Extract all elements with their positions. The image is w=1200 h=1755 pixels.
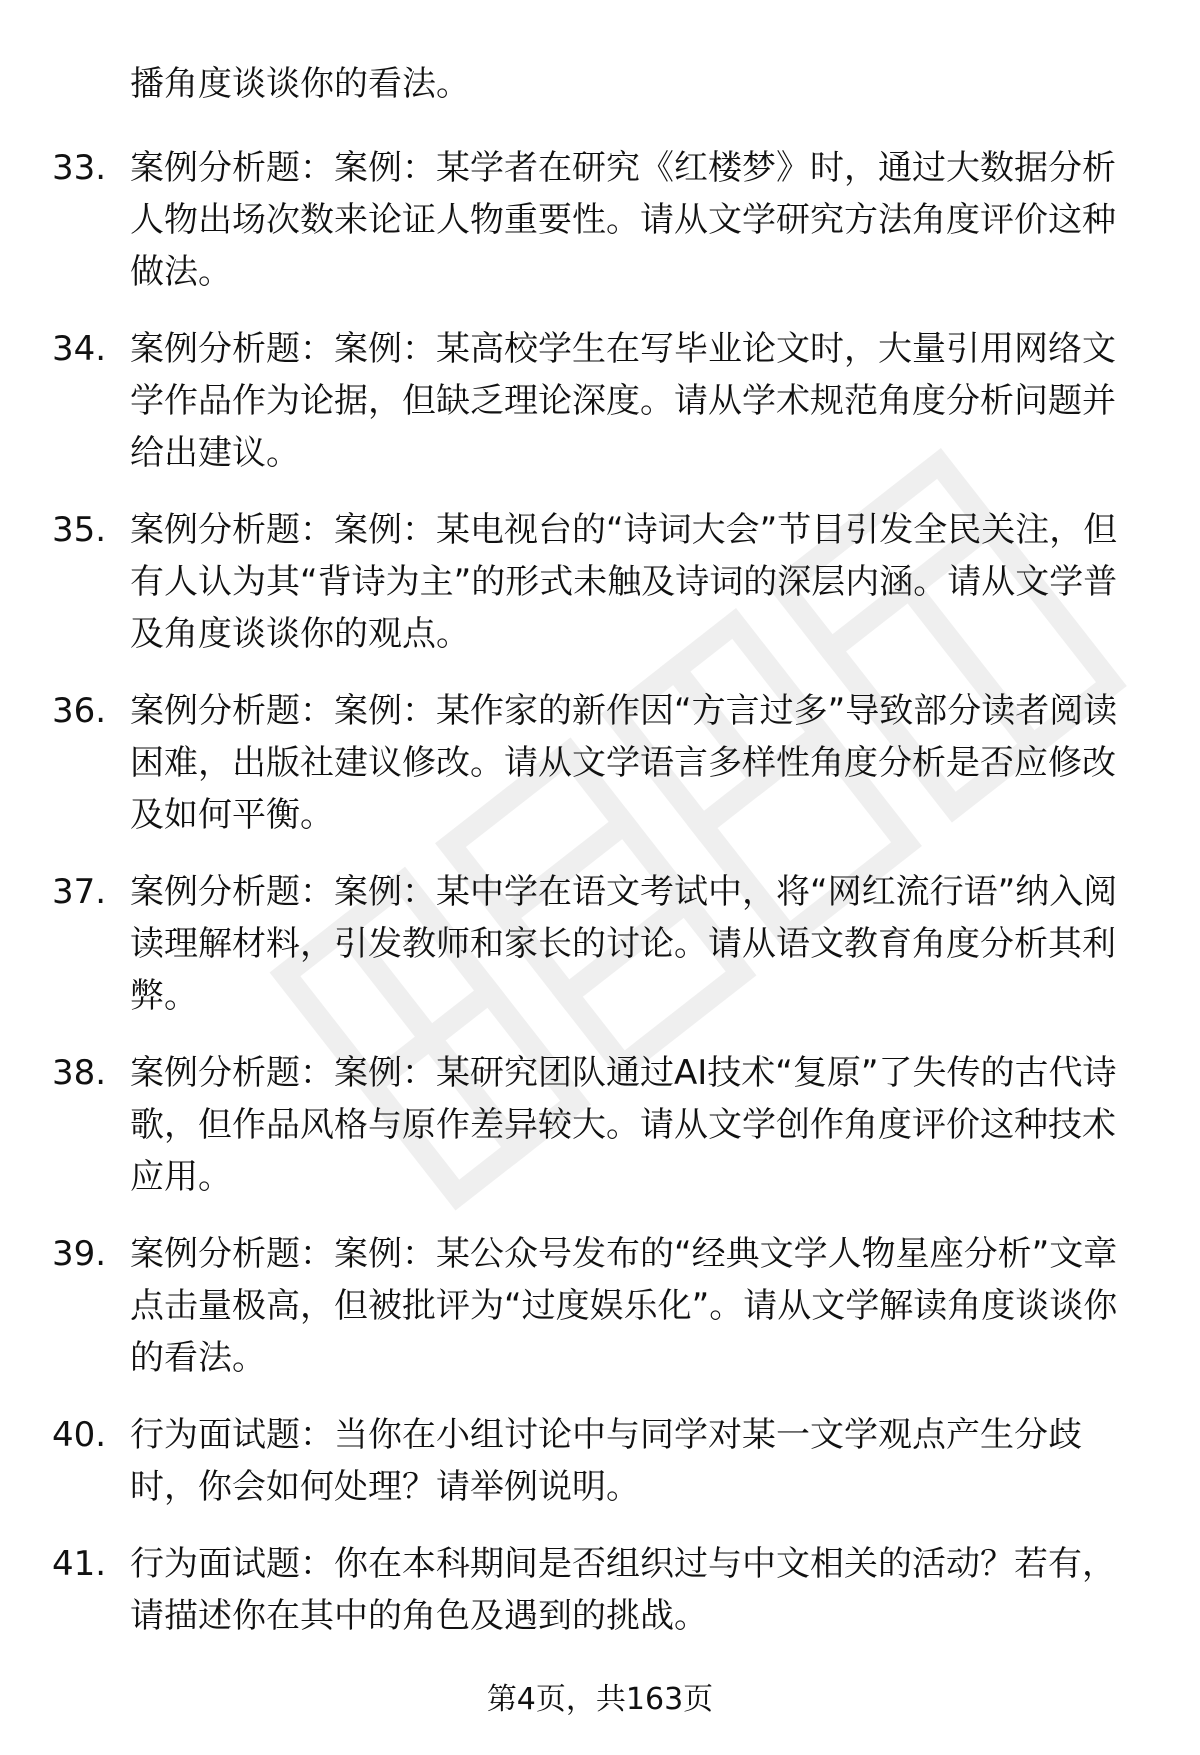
question-item bbox=[0, 1047, 1140, 1203]
question-number: 35. bbox=[52, 510, 107, 550]
question-item bbox=[0, 142, 1140, 298]
question-item bbox=[0, 1409, 1140, 1513]
question-item bbox=[0, 866, 1140, 1022]
question-text: 行为面试题：当你在小组讨论中与同学对某一文学观点产生分歧时，你会如何处理？请举例说明。 bbox=[130, 1415, 1082, 1507]
question-item bbox=[0, 685, 1140, 841]
question-number: 34. bbox=[52, 329, 107, 369]
question-text: 案例分析题：案例：某公众号发布的“经典文学人物星座分析”文章点击量极高，但被批评为“过度娱乐化”。请从文学解读角度谈谈你的看法。 bbox=[130, 1234, 1118, 1378]
question-number: 38. bbox=[52, 1053, 107, 1093]
question-text: 案例分析题：案例：某电视台的“诗词大会”节目引发全民关注，但有人认为其“背诗为主”的形式未触及诗词的深层内涵。请从文学普及角度谈谈你的观点。 bbox=[130, 510, 1118, 654]
question-number: 39. bbox=[52, 1234, 107, 1274]
page-footer: 第4页，共163页 bbox=[486, 1682, 714, 1717]
question-number: 33. bbox=[52, 148, 107, 188]
question-number: 37. bbox=[52, 872, 107, 912]
question-item bbox=[0, 323, 1140, 479]
question-text: 案例分析题：案例：某中学在语文考试中，将“网红流行语”纳入阅读理解材料，引发教师和家长的讨论。请从语文教育角度分析其利弊。 bbox=[130, 872, 1118, 1016]
question-number: 40. bbox=[52, 1415, 107, 1455]
question-number: 41. bbox=[52, 1544, 107, 1584]
question-text: 案例分析题：案例：某研究团队通过AI技术“复原”了失传的古代诗歌，但作品风格与原作差异较大。请从文学创作角度评价这种技术应用。 bbox=[130, 1053, 1117, 1197]
continuation-text: 播角度谈谈你的看法。 bbox=[130, 64, 470, 104]
question-item bbox=[0, 1228, 1140, 1384]
question-text: 案例分析题：案例：某作家的新作因“方言过多”导致部分读者阅读困难，出版社建议修改。请从文学语言多样性角度分析是否应修改及如何平衡。 bbox=[130, 691, 1118, 835]
question-text: 案例分析题：案例：某学者在研究《红楼梦》时，通过大数据分析人物出场次数来论证人物重要性。请从文学研究方法角度评价这种做法。 bbox=[130, 148, 1116, 292]
question-text: 案例分析题：案例：某高校学生在写毕业论文时，大量引用网络文学作品作为论据，但缺乏理论深度。请从学术规范角度分析问题并给出建议。 bbox=[130, 329, 1116, 473]
question-number: 36. bbox=[52, 691, 107, 731]
question-item bbox=[0, 1538, 1140, 1642]
question-list bbox=[0, 142, 1200, 1667]
question-item bbox=[0, 504, 1140, 660]
question-text: 行为面试题：你在本科期间是否组织过与中文相关的活动？若有，请描述你在其中的角色及遇到的挑战。 bbox=[130, 1544, 1116, 1636]
